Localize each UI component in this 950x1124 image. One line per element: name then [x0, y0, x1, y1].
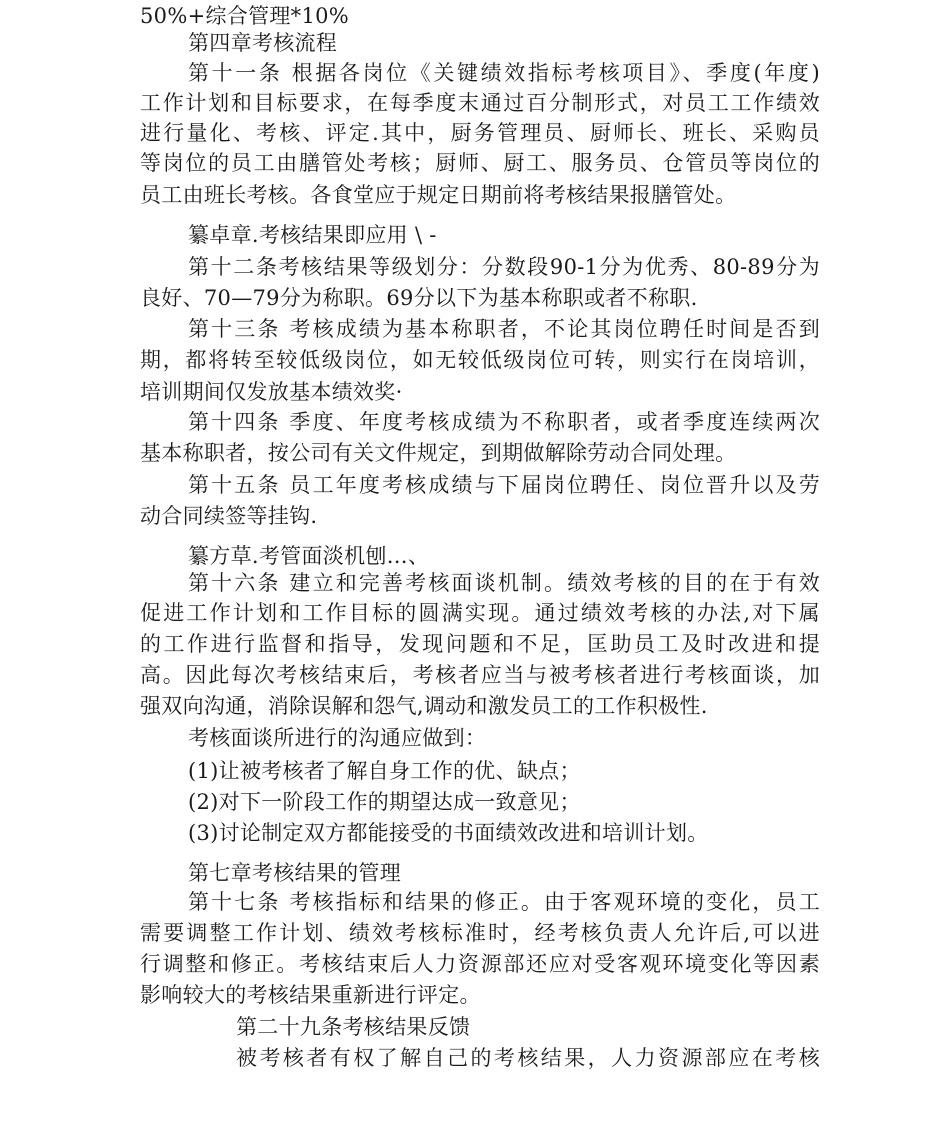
article-17-line-2: 需要调整工作计划、绩效考核标准时，经考核负责人允许后,可以进 — [140, 921, 820, 945]
article-14-line-2: 基本称职者，按公司有关文件规定，到期做解除劳动合同处理。 — [140, 441, 737, 465]
article-17-line-3: 行调整和修正。考核结束后人力资源部还应对受客观环境变化等因素 — [140, 952, 820, 976]
interview-requirements-intro: 考核面谈所进行的沟通应做到： — [188, 726, 487, 750]
article-16-line-4: 高。因此每次考核结束后，考核者应当与被考核者进行考核面谈，加 — [140, 663, 820, 687]
article-16-line-2: 促进工作计划和工作目标的圆满实现。通过绩效考核的办法,对下属 — [140, 601, 820, 625]
article-29-heading: 第二十九条考核结果反馈 — [236, 1015, 471, 1039]
article-13-line-2: 期，都将转至较低级岗位，如无较低级岗位可转，则实行在岗培训， — [140, 348, 820, 372]
article-11-line-5: 员工由班长考核。各食堂应于规定日期前将考核结果报膳管处。 — [140, 183, 737, 207]
article-15-line-1: 第十五条 员工年度考核成绩与下届岗位聘任、岗位晋升以及劳 — [188, 473, 820, 497]
chapter-6-heading: 纂方草.考管面淡机刨…、 — [188, 544, 430, 568]
article-13-line-3: 培训期间仅发放基本绩效奖· — [140, 380, 403, 404]
article-11-line-2: 工作计划和目标要求，在每季度末通过百分制形式，对员工工作绩效 — [140, 91, 820, 115]
article-15-line-2: 动合同续签等挂钩. — [140, 504, 318, 528]
chapter-7-heading: 第七章考核结果的管理 — [188, 861, 401, 885]
chapter-4-heading: 第四章考核流程 — [188, 31, 338, 55]
article-17-line-1: 第十七条 考核指标和结果的修正。由于客观环境的变化，员工 — [188, 890, 820, 914]
article-17-line-4: 影响较大的考核结果重新进行评定。 — [140, 983, 481, 1007]
article-16-line-3: 的工作进行监督和指导，发现问题和不足，匡助员工及时改进和提 — [140, 632, 820, 656]
article-16-line-5: 强双向沟通，消除误解和怨气,调动和激发员工的工作积极性. — [140, 694, 708, 718]
article-14-line-1: 第十四条 季度、年度考核成绩为不称职者，或者季度连续两次 — [188, 410, 820, 434]
list-item-2: (2)对下一阶段工作的期望达成一致意见； — [188, 790, 581, 814]
article-13-line-1: 第十三条 考核成绩为基本称职者，不论其岗位聘任时间是否到 — [188, 317, 820, 341]
article-11-line-1: 第十一条 根据各岗位《关键绩效指标考核项目》、季度(年度) — [188, 61, 820, 85]
chapter-5-heading: 纂卓章.考核结果即应用 \ - — [188, 223, 437, 247]
article-12-line-2: 良好、70—79分为称职。69分以下为基本称职或者不称职. — [140, 286, 698, 310]
article-11-line-3: 进行量化、考核、评定.其中，厨务管理员、厨师长、班长、采购员 — [140, 121, 820, 145]
list-item-1: (1)让被考核者了解自身工作的优、缺点； — [188, 759, 581, 783]
formula-line: 50%+综合管理*10% — [140, 4, 350, 28]
article-12-line-1: 第十二条考核结果等级划分：分数段90-1分为优秀、80-89分为 — [188, 255, 820, 279]
list-item-3: (3)讨论制定双方都能接受的书面绩效改进和培训计划。 — [188, 821, 709, 845]
article-11-line-4: 等岗位的员工由膳管处考核；厨师、厨工、服务员、仓管员等岗位的 — [140, 151, 820, 175]
article-29-line-1: 被考核者有权了解自己的考核结果，人力资源部应在考核 — [236, 1046, 820, 1070]
article-16-line-1: 第十六条 建立和完善考核面谈机制。绩效考核的目的在于有效 — [188, 571, 820, 595]
